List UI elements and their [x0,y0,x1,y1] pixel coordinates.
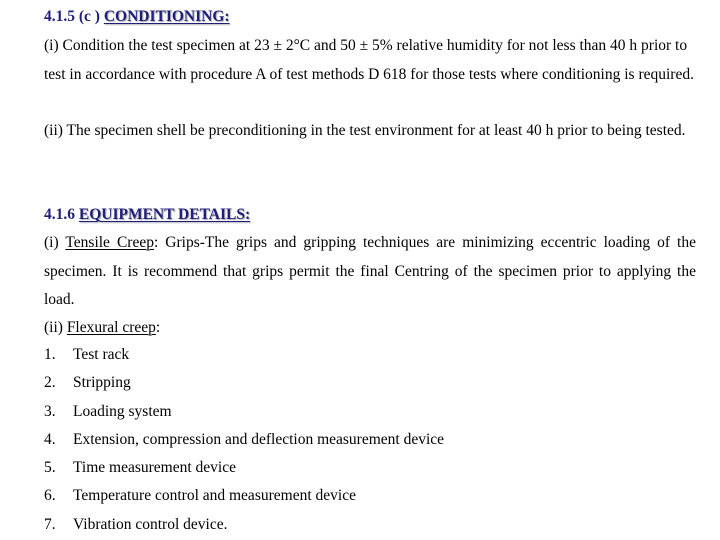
flexural-creep-suffix: : [155,319,161,336]
item-prefix: (ii) [44,319,63,336]
list-item-number: 2. [44,374,56,392]
list-item-number: 1. [44,346,56,363]
list-item-number: 4. [44,430,56,448]
section-title: EQUIPMENT DETAILS: [78,206,251,223]
flexural-creep-paragraph [44,314,696,343]
list-item [44,369,444,397]
list-item [44,426,444,454]
list-item [44,341,444,369]
section-heading-conditioning [44,7,230,27]
section-number: 4.1.5 (c ) [44,8,100,25]
list-item-text: Vibration control device. [73,515,228,533]
section-number: 4.1.6 [44,206,75,223]
list-item-text: Time measurement device [73,459,236,477]
conditioning-paragraph-2: (ii) The specimen shell be preconditioning in the test environment for at least 40 h prior to being tested. [44,122,686,139]
list-item-number: 3. [44,402,56,420]
equipment-list [44,341,444,539]
list-item [44,511,444,539]
list-item [44,454,444,482]
list-item-text: Stripping [73,374,131,392]
conditioning-paragraph-1: (i) Condition the test specimen at 23 ± 2°C and 50 ± 5% relative humidity for not less than 40 h prior to test in accordance with procedure A of test methods D 618 for those tests where conditioning is required. [44,37,694,83]
tensile-creep-text: : Grips-The grips and gripping techniques are minimizing eccentric loading of the specimen. It is recommend that grips permit the final Centring of the specimen prior to applying the load. [44,234,696,308]
list-item-text: Loading system [73,402,172,420]
list-item-number: 7. [44,515,56,533]
list-item [44,482,444,510]
list-item-number: 6. [44,487,56,505]
list-item-number: 5. [44,459,56,477]
item-prefix: (i) [44,234,59,251]
tensile-creep-term: Tensile Creep [65,234,154,251]
section-title: CONDITIONING: [103,8,230,25]
flexural-creep-term: Flexural creep [66,319,156,336]
list-item-text: Test rack [73,346,130,363]
tensile-creep-paragraph [44,229,696,315]
list-item-text: Extension, compression and deflection measurement device [73,430,445,448]
list-item-text: Temperature control and measurement device [73,487,356,505]
section-heading-equipment [44,205,250,225]
list-item [44,398,444,426]
